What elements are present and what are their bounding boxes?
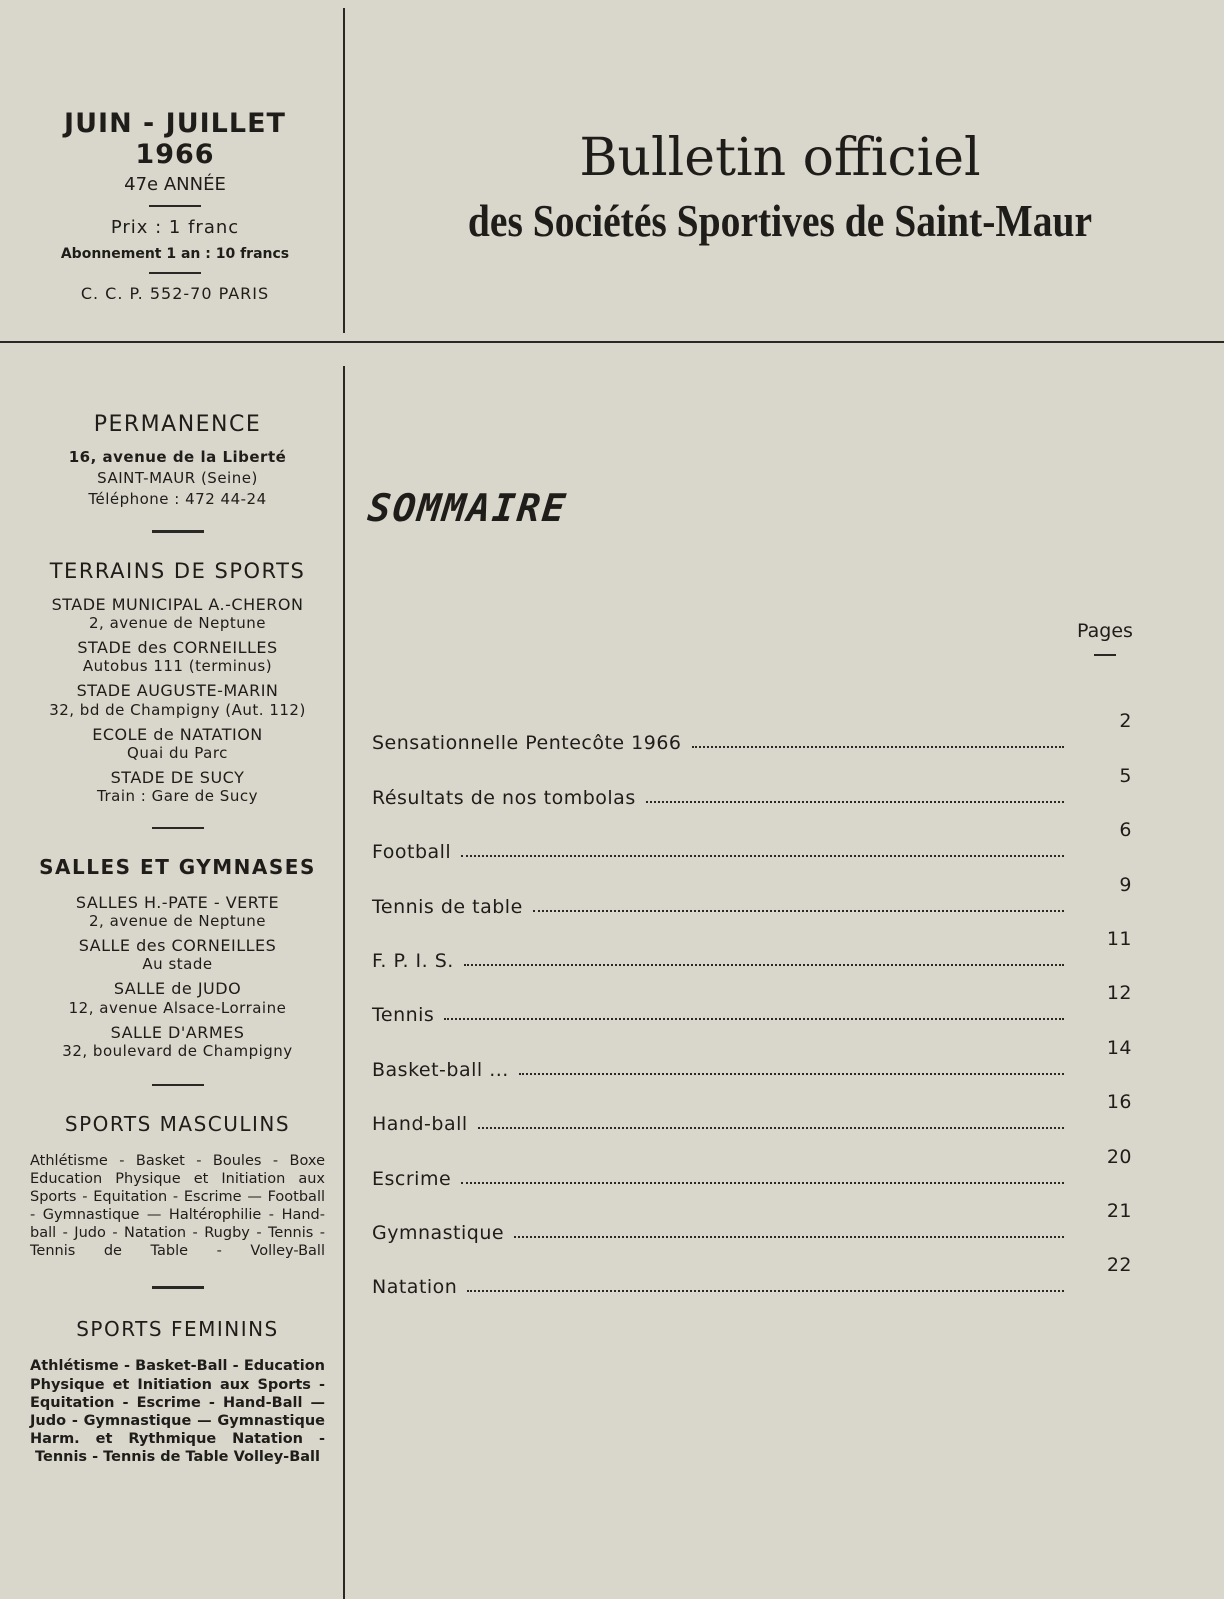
toc-page: 9 bbox=[1119, 873, 1132, 896]
toc-page: 16 bbox=[1106, 1091, 1132, 1114]
toc-page: 6 bbox=[1119, 819, 1132, 842]
terrain-name: STADE AUGUSTE-MARIN bbox=[76, 681, 279, 701]
salle-item bbox=[30, 893, 325, 930]
divider bbox=[149, 205, 201, 207]
issue-year: 47e ANNÉE bbox=[124, 174, 226, 195]
salle-detail: 12, avenue Alsace-Lorraine bbox=[68, 998, 287, 1017]
salle-name: SALLE D'ARMES bbox=[110, 1022, 245, 1042]
toc-entry[interactable] bbox=[372, 1026, 1132, 1080]
ccp-account: C. C. P. 552-70 PARIS bbox=[80, 284, 270, 303]
toc-leader bbox=[467, 1290, 1064, 1292]
toc-page: 2 bbox=[1119, 710, 1132, 733]
terrain-detail: 2, avenue de Neptune bbox=[89, 614, 266, 633]
toc-entry[interactable] bbox=[372, 754, 1132, 808]
divider bbox=[152, 827, 204, 829]
salle-detail: 32, boulevard de Champigny bbox=[62, 1041, 293, 1060]
terrain-name: STADE des CORNEILLES bbox=[77, 638, 278, 658]
toc-leader bbox=[646, 801, 1064, 803]
toc-leader bbox=[461, 855, 1064, 857]
toc-leader bbox=[461, 1182, 1064, 1184]
permanence-phone: Téléphone : 472 44-24 bbox=[88, 490, 267, 508]
toc-leader bbox=[692, 746, 1064, 748]
toc-label: Sensationnelle Pentecôte 1966 bbox=[372, 732, 682, 755]
header-rule bbox=[0, 341, 1224, 343]
salle-name: SALLE de JUDO bbox=[113, 979, 242, 999]
salle-item bbox=[30, 1023, 325, 1060]
toc-entry[interactable] bbox=[372, 1190, 1132, 1244]
divider bbox=[149, 272, 201, 274]
terrain-name: STADE DE SUCY bbox=[110, 767, 245, 787]
salle-name: SALLES H.-PATE - VERTE bbox=[75, 892, 280, 912]
toc-label: Tennis de table bbox=[372, 895, 523, 918]
toc-leader bbox=[444, 1018, 1064, 1020]
toc-label: Résultats de nos tombolas bbox=[372, 786, 636, 809]
toc-label: Natation bbox=[372, 1276, 458, 1299]
subscription: Abonnement 1 an : 10 francs bbox=[60, 246, 290, 262]
pages-label: Pages bbox=[1077, 620, 1133, 642]
toc-label: Gymnastique bbox=[372, 1221, 505, 1244]
terrain-item bbox=[30, 725, 325, 762]
toc-entry[interactable] bbox=[372, 863, 1132, 917]
terrain-item bbox=[30, 595, 325, 632]
table-of-contents bbox=[372, 700, 1132, 1298]
bulletin-subtitle: des Sociétés Sportives de Saint-Maur bbox=[467, 195, 1093, 246]
terrain-item bbox=[30, 681, 325, 718]
toc-label: Basket-ball ... bbox=[372, 1058, 509, 1081]
toc-entry[interactable] bbox=[372, 700, 1132, 754]
sommaire-title: SOMMAIRE bbox=[365, 486, 570, 530]
toc-entry[interactable] bbox=[372, 972, 1132, 1026]
feminins-list: Athlétisme - Basket-Ball - Education Physique et Initiation aux Sports - Equitation - Escrime - Hand-Ball — Judo - Gymnastique — Gymnastique Harm. et Rythmique Natation - Tennis - Tennis de Table Volley-Ball bbox=[30, 1358, 325, 1466]
salle-detail: 2, avenue de Neptune bbox=[89, 912, 266, 931]
salle-name: SALLE des CORNEILLES bbox=[78, 936, 277, 956]
toc-entry[interactable] bbox=[372, 809, 1132, 863]
toc-entry[interactable] bbox=[372, 1244, 1132, 1298]
permanence-city: SAINT-MAUR (Seine) bbox=[97, 469, 258, 487]
toc-label: Football bbox=[372, 841, 452, 864]
terrain-detail: Autobus 111 (terminus) bbox=[82, 657, 273, 676]
salle-item bbox=[30, 936, 325, 973]
permanence-address: 16, avenue de la Liberté bbox=[68, 448, 287, 466]
toc-label: Hand-ball bbox=[372, 1113, 468, 1136]
terrain-item bbox=[30, 638, 325, 675]
toc-page: 22 bbox=[1106, 1254, 1132, 1277]
toc-page: 21 bbox=[1106, 1199, 1132, 1222]
terrains-title: TERRAINS DE SPORTS bbox=[49, 559, 306, 583]
divider bbox=[152, 1286, 204, 1289]
issue-info bbox=[30, 108, 320, 303]
toc-page: 12 bbox=[1106, 982, 1132, 1005]
toc-leader bbox=[533, 910, 1064, 912]
terrain-name: ECOLE de NATATION bbox=[92, 724, 263, 744]
terrain-detail: Train : Gare de Sucy bbox=[97, 786, 258, 805]
terrain-detail: Quai du Parc bbox=[127, 743, 228, 762]
salles-title: SALLES ET GYMNASES bbox=[39, 854, 316, 879]
toc-leader bbox=[519, 1073, 1064, 1075]
feminins-title: SPORTS FEMININS bbox=[76, 1317, 279, 1342]
price: Prix : 1 franc bbox=[110, 217, 240, 238]
masthead bbox=[345, 128, 1215, 247]
pages-dash bbox=[1094, 654, 1116, 656]
divider bbox=[152, 1084, 204, 1086]
toc-page: 11 bbox=[1106, 927, 1132, 950]
toc-label: Escrime bbox=[372, 1167, 452, 1190]
terrain-detail: 32, bd de Champigny (Aut. 112) bbox=[49, 700, 306, 719]
column-divider bbox=[343, 366, 345, 1599]
salle-item bbox=[30, 979, 325, 1016]
masculins-list: Athlétisme - Basket - Boules - Boxe Education Physique et Initiation aux Sports - Equitation - Escrime — Football - Gymnastique — Haltérophilie - Hand-ball - Judo - Natation - Rugby - Tennis - Tennis de Table - Volley-Ball bbox=[30, 1152, 325, 1260]
toc-entry[interactable] bbox=[372, 918, 1132, 972]
divider bbox=[152, 530, 204, 533]
toc-page: 14 bbox=[1106, 1036, 1132, 1059]
toc-label: F. P. I. S. bbox=[372, 949, 454, 972]
terrain-name: STADE MUNICIPAL A.-CHERON bbox=[51, 595, 304, 614]
bulletin-title: Bulletin officiel bbox=[579, 128, 981, 188]
toc-leader bbox=[478, 1127, 1064, 1129]
permanence-title: PERMANENCE bbox=[93, 412, 262, 437]
toc-leader bbox=[464, 964, 1064, 966]
salle-detail: Au stade bbox=[142, 955, 213, 974]
terrain-item bbox=[30, 768, 325, 805]
sidebar bbox=[30, 412, 325, 1466]
issue-date: JUIN - JUILLET 1966 bbox=[64, 108, 286, 170]
toc-page: 20 bbox=[1106, 1145, 1132, 1168]
pages-header bbox=[1075, 620, 1135, 656]
toc-entry[interactable] bbox=[372, 1135, 1132, 1189]
masculins-title: SPORTS MASCULINS bbox=[64, 1111, 291, 1136]
toc-label: Tennis bbox=[372, 1004, 435, 1027]
toc-page: 5 bbox=[1119, 764, 1132, 787]
toc-entry[interactable] bbox=[372, 1081, 1132, 1135]
toc-leader bbox=[514, 1236, 1064, 1238]
